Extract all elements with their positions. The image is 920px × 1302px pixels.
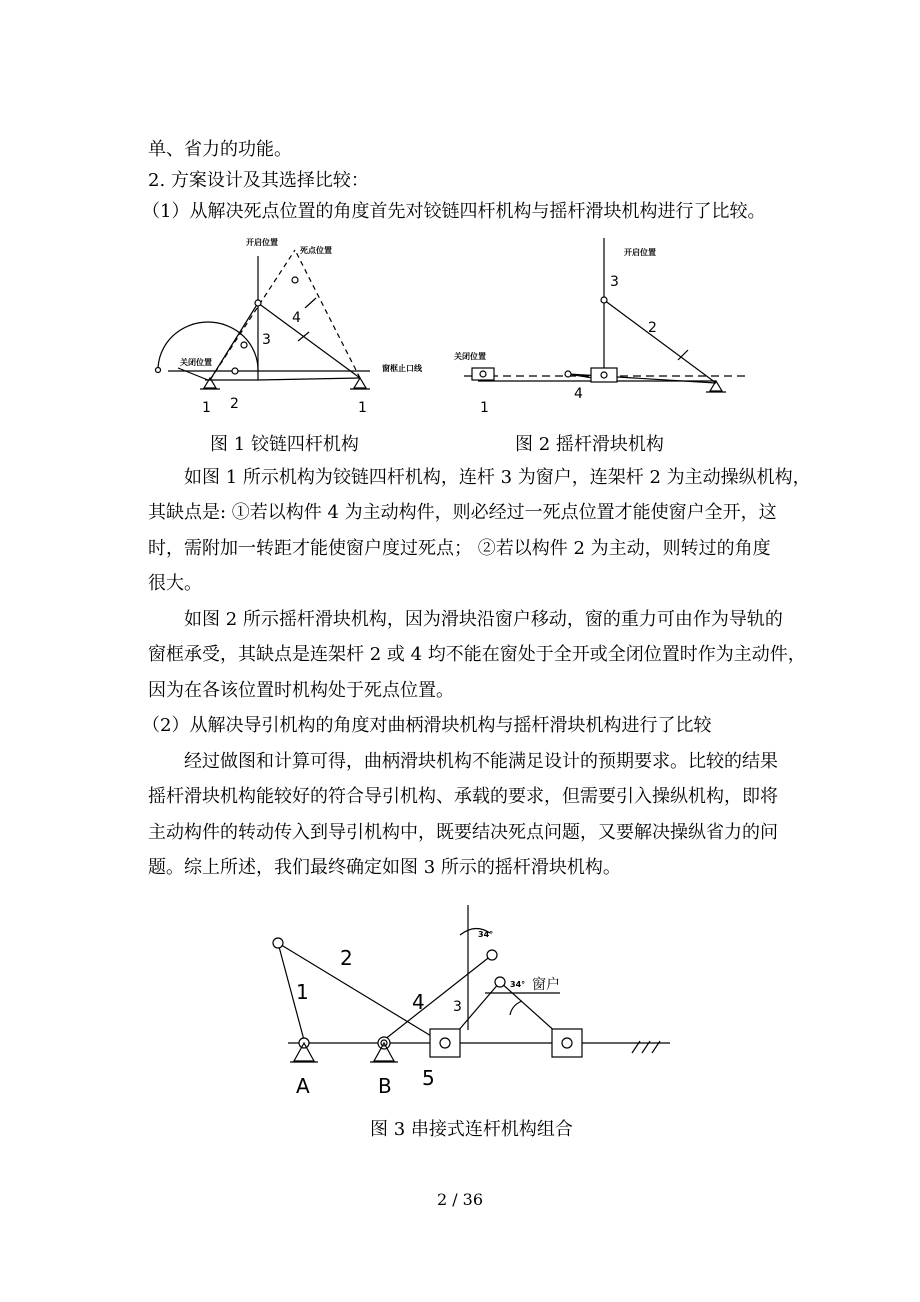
fig2-closed-label: 关闭位置 [454,352,486,361]
fig1-frame-label: 窗框止口线 [382,364,422,373]
fig2-num-3: 3 [610,274,619,290]
paragraph-1-line-4: 很大。 [148,573,202,594]
fig3-num-4: 4 [412,990,425,1014]
figure-1-diagram [150,228,450,428]
paragraph-1-line-2: 其缺点是: ①若以构件 4 为主动构件，则必经过一死点位置才能使窗户全开，这 [148,502,777,523]
paragraph-2-line-2: 窗框承受，其缺点是连架杆 2 或 4 均不能在窗处于全开或全闭位置时作为主动件， [148,644,806,665]
fig1-num-1a: 1 [202,400,211,416]
paragraph-1-line-3: 时，需附加一转距才能使窗户度过死点； ②若以构件 2 为主动，则转过的角度 [148,538,771,559]
fig3-window-label: 窗户 [532,977,560,993]
fig1-num-2: 2 [230,396,239,412]
paragraph-continuation: 单、省力的功能。 [148,139,292,160]
fig1-dead-label: 死点位置 [300,246,332,255]
figure-2-diagram [448,228,758,428]
fig3-num-1: 1 [296,980,309,1004]
fig2-num-1: 1 [480,400,489,416]
item-1-heading: （1）从解决死点位置的角度首先对铰链四杆机构与摇杆滑块机构进行了比较。 [142,201,766,222]
page-number: 2 / 36 [436,1190,484,1209]
paragraph-3-line-2: 摇杆滑块机构能较好的符合导引机构、承载的要求，但需要引入操纵机构，即将 [148,786,778,807]
figure-3-caption: 图 3 串接式连杆机构组合 [370,1119,573,1140]
paragraph-3-line-3: 主动构件的转动传入到导引机构中，既要结决死点问题，又要解决操纵省力的问 [148,822,778,843]
fig1-num-1b: 1 [358,400,367,416]
fig3-angle-2: 34° [510,980,526,989]
fig3-pivot-a: A [296,1074,310,1098]
fig1-open-label: 开启位置 [246,238,278,247]
figure-2-caption: 图 2 摇杆滑块机构 [515,434,664,455]
fig3-pivot-b: B [378,1074,392,1098]
fig3-num-2: 2 [340,946,353,970]
paragraph-2-line-1: 如图 2 所示摇杆滑块机构，因为滑块沿窗户移动，窗的重力可由作为导轨的 [184,609,783,630]
fig2-num-4: 4 [574,386,583,402]
fig1-closed-label: 关闭位置 [180,358,212,367]
paragraph-3-line-1: 经过做图和计算可得，曲柄滑块机构不能满足设计的预期要求。比较的结果 [184,751,778,772]
fig3-num-3: 3 [453,999,462,1015]
figure-3-diagram [260,905,680,1105]
paragraph-3-line-4: 题。综上所述，我们最终确定如图 3 所示的摇杆滑块机构。 [148,857,621,878]
paragraph-2-line-3: 因为在各该位置时机构处于死点位置。 [148,680,454,701]
section-heading-2: 2. 方案设计及其选择比较： [148,170,369,191]
figure-1-caption: 图 1 铰链四杆机构 [210,434,359,455]
fig1-num-4: 4 [292,310,301,326]
item-2-heading: （2）从解决导引机构的角度对曲柄滑块机构与摇杆滑块机构进行了比较 [142,715,712,736]
paragraph-1-line-1: 如图 1 所示机构为铰链四杆机构，连杆 3 为窗户，连架杆 2 为主动操纵机构， [184,467,811,488]
fig2-open-label: 开启位置 [624,248,656,257]
fig3-angle-1: 34° [478,930,494,939]
fig2-num-2: 2 [648,320,657,336]
fig1-num-3: 3 [262,332,271,348]
fig3-num-5: 5 [422,1066,435,1090]
